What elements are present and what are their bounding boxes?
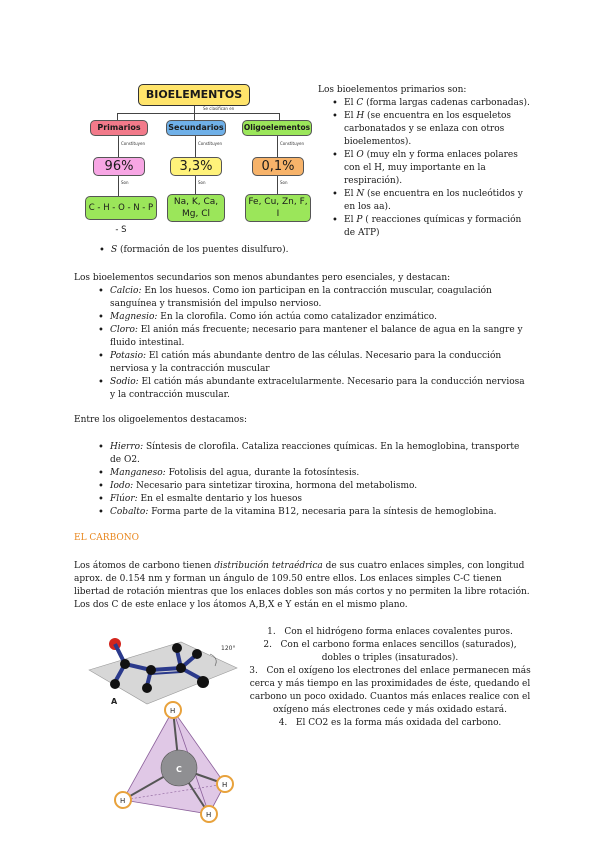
- list-item: • Flúor: En el esmalte dentario y los huesos: [84, 493, 530, 506]
- svg-text:H: H: [170, 707, 176, 715]
- constituyen-label-2: Constituyen: [198, 141, 223, 146]
- category-oligoelementos: Oligoelementos: [242, 120, 312, 136]
- list-item: • El P ( reacciones químicas y formación de ATP): [318, 214, 530, 240]
- svg-text:H: H: [222, 781, 228, 789]
- elements-secundarios: Na, K, Ca, Mg, Cl: [167, 194, 225, 222]
- percent-primarios: 96%: [93, 157, 145, 176]
- son-label-1: Son: [121, 180, 129, 185]
- atom: [146, 665, 156, 675]
- oligo-block: [74, 414, 530, 519]
- list-item: • Iodo: Necesario para sintetizar tiroxina, hormona del metabolismo.: [84, 480, 530, 493]
- list-item: • El O (muy eln y forma enlaces polares con el H, muy importante en la respiración).: [318, 149, 530, 188]
- constituyen-label-1: Constituyen: [121, 141, 146, 146]
- list-item: 4. El CO2 es la forma más oxidada del carbono.: [278, 718, 502, 728]
- list-item: • Hierro: Síntesis de clorofila. Cataliza reacciones químicas. En la hemoglobina, transporte de O2.: [84, 441, 530, 467]
- angle-label: 120°: [221, 645, 236, 652]
- category-primarios: Primarios: [90, 120, 148, 136]
- secundarios-list: [84, 285, 530, 402]
- percent-oligoelementos: 0,1%: [252, 157, 304, 176]
- secundarios-block: [74, 272, 530, 402]
- atom: [120, 659, 130, 669]
- primarios-list: [318, 97, 530, 240]
- list-item: • Cloro: El anión más frecuente; necesario para mantener el balance de agua en la sangre y fluido intestinal.: [84, 324, 530, 350]
- list-item: • Potasio: El catión más abundante dentro de las células. Necesario para la conducción nerviosa y la contracción muscular: [84, 350, 530, 376]
- svg-text:H: H: [120, 797, 126, 805]
- atom: [176, 663, 186, 673]
- secundarios-intro: Los bioelementos secundarios son menos abundantes pero esenciales, y destacan:: [74, 273, 451, 283]
- list-item: 1. Con el hidrógeno forma enlaces covalentes puros.: [267, 627, 513, 637]
- list-item: 2. Con el carbono forma enlaces sencillos (saturados), dobles o triples (insaturados).: [263, 640, 517, 663]
- list-item: 3. Con el oxígeno los electrones del enlace permanecen más cerca y más tiempo en las proximidades de éste, quedando el carbono un poco oxidado. Cuantos más enlaces realice con el oxígeno más electrones cede y más oxidado estará.: [249, 666, 531, 715]
- list-item: • El H (se encuentra en los esqueletos carbonatados y se enlaza con otros bioelementos).: [318, 110, 530, 149]
- list-item: • El N (se encuentra en los nucleótidos y en los aa).: [318, 188, 530, 214]
- carbon-bond-figure: [85, 628, 243, 836]
- label-a: A: [111, 697, 118, 706]
- list-item: • Sodio: El catión más abundante extracelularmente. Necesario para la conducción nerviosa y la contracción muscular.: [84, 376, 530, 402]
- percent-secundarios: 3,3%: [170, 157, 222, 176]
- constituyen-label-3: Constituyen: [280, 141, 305, 146]
- category-secundarios: Secundarios: [166, 120, 226, 136]
- elements-primarios: C - H - O - N - P - S: [85, 196, 157, 220]
- carbon-label: C: [176, 765, 182, 774]
- classified-label: Se clasifican en: [203, 106, 235, 111]
- son-label-2: Son: [198, 180, 206, 185]
- list-item: • Cobalto: Forma parte de la vitamina B12, necesaria para la síntesis de hemoglobina.: [84, 506, 530, 519]
- carbono-numbered-list: [248, 626, 532, 730]
- oligo-intro: Entre los oligoelementos destacamos:: [74, 415, 248, 425]
- list-item: • Magnesio: En la clorofila. Como ión actúa como catalizador enzimático.: [84, 311, 530, 324]
- primarios-intro: Los bioelementos primarios son:: [318, 85, 467, 95]
- carbono-heading: EL CARBONO: [74, 533, 139, 543]
- elements-oligoelementos: Fe, Cu, Zn, F, I: [245, 194, 311, 222]
- svg-text:H: H: [206, 811, 212, 819]
- son-label-3: Son: [280, 180, 288, 185]
- atom: [197, 676, 209, 688]
- atom: [142, 683, 152, 693]
- list-item: • Calcio: En los huesos. Como ion participan en la contracción muscular, coagulación sanguínea y transmisión del impulso nervioso.: [84, 285, 530, 311]
- bioelementos-diagram: [85, 80, 313, 236]
- atom: [192, 649, 202, 659]
- primarios-s-item: [85, 244, 525, 257]
- carbono-paragraph: Los átomos de carbono tienen distribución tetraédrica de sus cuatro enlaces simples, con longitud aprox. de 0.154 nm y forman un ángulo de 109.50 entre ellos. Los enlaces simples C-C tienen libertad de rotación mientras que los enlaces dobles son más cortos y no permiten la libre rotación. Los dos C de este enlace y los átomos A,B,X e Y están en el mismo plano.: [74, 561, 530, 610]
- atom: [110, 679, 120, 689]
- diagram-title: BIOELEMENTOS: [138, 84, 250, 106]
- list-item: • El C (forma largas cadenas carbonadas).: [318, 97, 530, 110]
- primarios-block: [318, 84, 530, 240]
- atom: [172, 643, 182, 653]
- list-item: • Manganeso: Fotolisis del agua, durante la fotosíntesis.: [84, 467, 530, 480]
- oligo-list: [84, 441, 530, 519]
- list-item: • S (formación de los puentes disulfuro).: [85, 244, 525, 257]
